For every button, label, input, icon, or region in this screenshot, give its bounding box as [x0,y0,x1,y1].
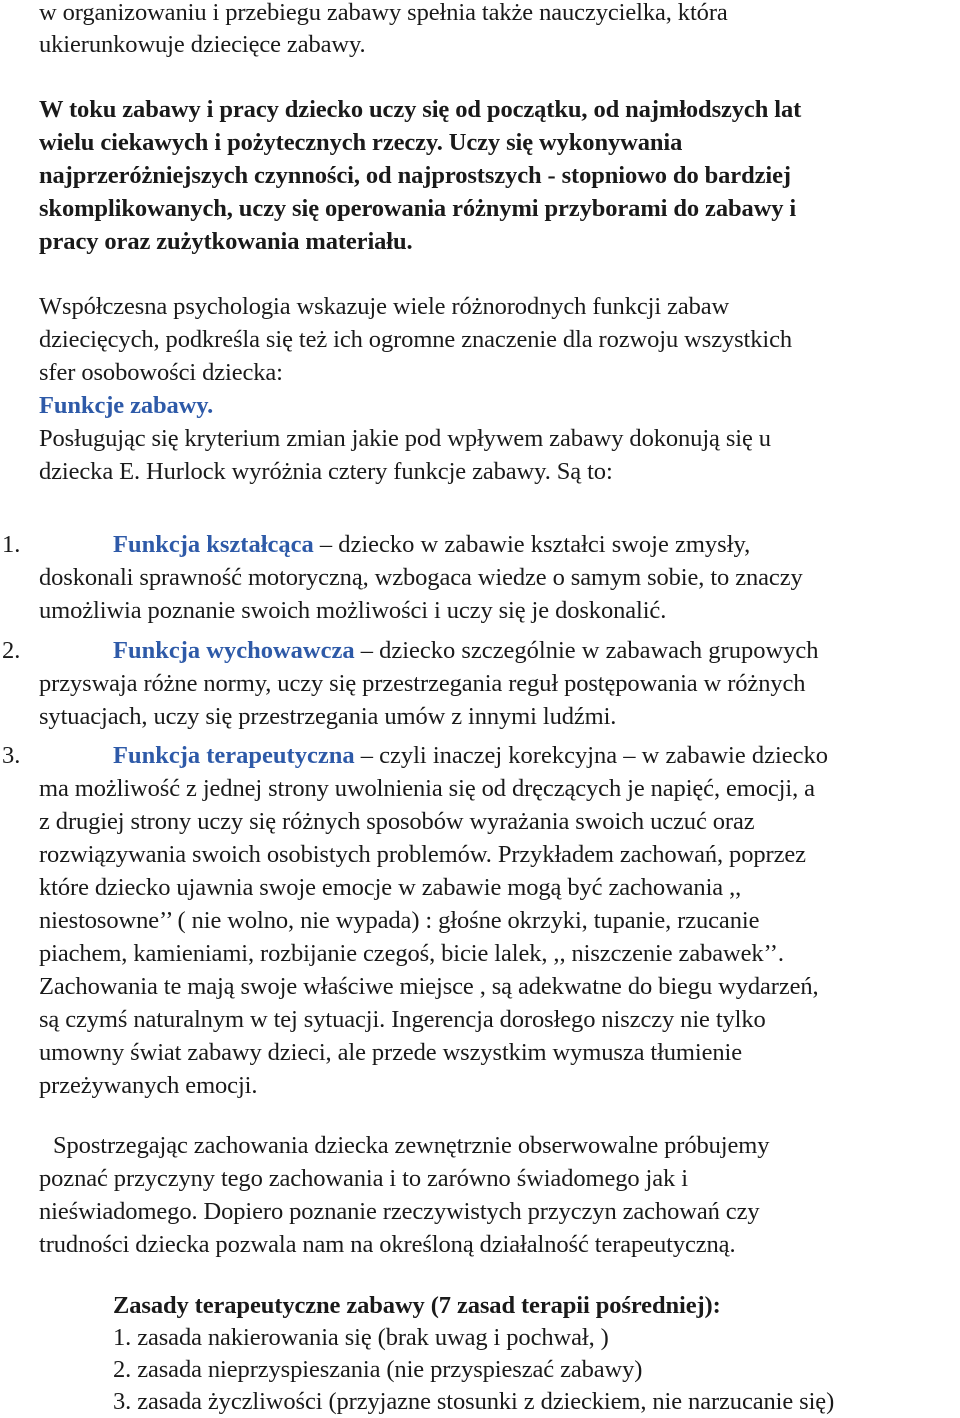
section-heading-functions: Funkcje zabawy. [39,392,214,419]
paragraph-line: które dziecko ujawnia swoje emocje w zabawie mogą być zachowania ,, [39,874,742,901]
list-number: 3. [2,742,21,769]
paragraph-line: Spostrzegając zachowania dziecka zewnętrznie obserwowalne próbujemy [53,1132,770,1159]
paragraph-line: ma możliwość z jednej strony uwolnienia się od dręczących je napięć, emocji, a [39,775,815,802]
function-lead-line [113,529,750,561]
paragraph-line: ukierunkowuje dziecięce zabawy. [39,31,366,58]
paragraph-line: umowny świat zabawy dzieci, ale przede wszystkim wymusza tłumienie [39,1039,743,1066]
list-number: 1. [2,531,21,558]
function-lead-line [113,635,819,667]
bold-paragraph-line: W toku zabawy i pracy dziecko uczy się od początku, od najmłodszych lat [39,96,802,123]
function-lead-text: – dziecko szczególnie w zabawach grupowych [354,637,819,664]
paragraph-line: z drugiej strony uczy się różnych sposobów wyrażania swoich uczuć oraz [39,808,755,835]
paragraph-line: w organizowaniu i przebiegu zabawy spełnia także nauczycielka, która [39,0,728,26]
bold-paragraph-line: skomplikowanych, uczy się operowania różnymi przyborami do zabawy i [39,195,797,222]
function-name: Funkcja wychowawcza [113,637,355,664]
function-name: Funkcja terapeutyczna [113,742,355,769]
paragraph-line: niestosowne’’ ( nie wolno, nie wypada) : głośne okrzyki, tupanie, rzucanie [39,907,760,934]
bold-paragraph-line: pracy oraz zużytkowania materiału. [39,228,413,255]
function-lead-line [113,740,828,772]
paragraph-line: Posługując się kryterium zmian jakie pod wpływem zabawy dokonują się u [39,425,771,452]
bold-paragraph-line: najprzeróżniejszych czynności, od najprostszych - stopniowo do bardziej [39,162,791,189]
paragraph-line: dziecka E. Hurlock wyróżnia cztery funkcje zabawy. Są to: [39,458,613,485]
bold-paragraph-line: wielu ciekawych i pożytecznych rzeczy. Uczy się wykonywania [39,129,683,156]
paragraph-line: sytuacjach, uczy się przestrzegania umów z innymi ludźmi. [39,703,617,730]
function-name: Funkcja kształcąca [113,531,314,558]
paragraph-line: rozwiązywania swoich osobistych problemów. Przykładem zachowań, poprzez [39,841,806,868]
paragraph-line: Współczesna psychologia wskazuje wiele różnorodnych funkcji zabaw [39,293,730,320]
rules-heading: Zasady terapeutyczne zabawy (7 zasad terapii pośredniej): [113,1292,721,1319]
paragraph-line: umożliwia poznanie swoich możliwości i uczy się je doskonalić. [39,597,667,624]
paragraph-line: doskonali sprawność motoryczną, wzbogaca wiedze o samym sobie, to znaczy [39,564,803,591]
paragraph-line: poznać przyczyny tego zachowania i to zarówno świadomego jak i [39,1165,688,1192]
rule-item: 3. zasada życzliwości (przyjazne stosunki z dzieckiem, nie narzucanie się) [113,1388,835,1415]
list-number: 2. [2,637,21,664]
paragraph-line: nieświadomego. Dopiero poznanie rzeczywistych przyczyn zachowań czy [39,1198,760,1225]
paragraph-line: trudności dziecka pozwala nam na określoną działalność terapeutyczną. [39,1231,736,1258]
paragraph-line: Zachowania te mają swoje właściwe miejsce , są adekwatne do biegu wydarzeń, [39,973,819,1000]
rule-item: 1. zasada nakierowania się (brak uwag i pochwał, ) [113,1324,609,1351]
function-lead-text: – czyli inaczej korekcyjna – w zabawie dziecko [354,742,829,769]
paragraph-line: piachem, kamieniami, rozbijanie czegoś, bicie lalek, ,, niszczenie zabawek’’. [39,940,784,967]
function-lead-text: – dziecko w zabawie kształci swoje zmysły, [313,531,751,558]
paragraph-line: przeżywanych emocji. [39,1072,258,1099]
rule-item: 2. zasada nieprzyspieszania (nie przyspieszać zabawy) [113,1356,643,1383]
paragraph-line: przyswaja różne normy, uczy się przestrzegania reguł postępowania w różnych [39,670,806,697]
paragraph-line: są czymś naturalnym w tej sytuacji. Ingerencja dorosłego niszczy nie tylko [39,1006,766,1033]
paragraph-line: dziecięcych, podkreśla się też ich ogromne znaczenie dla rozwoju wszystkich [39,326,793,353]
paragraph-line: sfer osobowości dziecka: [39,359,283,386]
